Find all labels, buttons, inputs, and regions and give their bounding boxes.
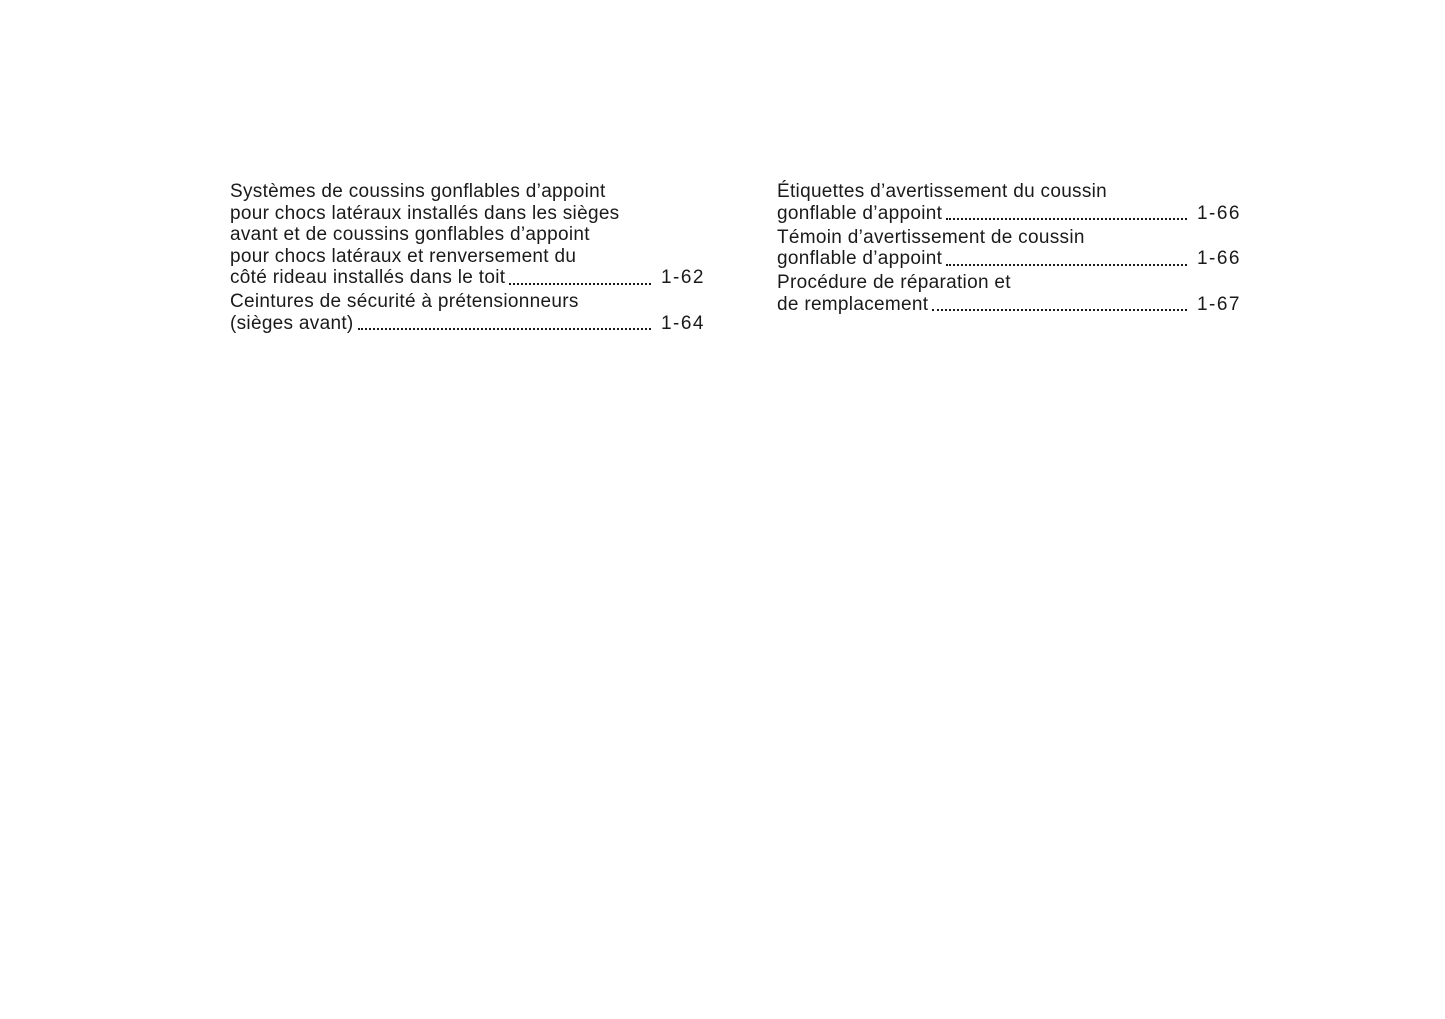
toc-entry-line — [230, 291, 705, 313]
toc-column-left — [230, 181, 705, 337]
toc-entry — [777, 227, 1241, 270]
dot-leader — [358, 328, 651, 330]
dot-leader — [946, 218, 1187, 220]
toc-entry-line — [230, 313, 705, 335]
page-number: 1-62 — [660, 267, 705, 288]
toc-entry-text: côté rideau installés dans le toit — [230, 267, 506, 288]
dot-leader — [509, 283, 651, 285]
page-number: 1-66 — [1196, 248, 1241, 269]
toc-entry-line — [777, 294, 1241, 316]
toc-entry-line — [777, 227, 1241, 249]
toc-entry-line — [777, 203, 1241, 225]
toc-entry-text: Ceintures de sécurité à prétensionneurs — [230, 291, 579, 312]
toc-entry-text: Témoin d’avertissement de coussin — [777, 226, 1085, 248]
toc-entry-text: pour chocs latéraux et renversement du — [230, 245, 577, 267]
dot-leader — [932, 309, 1187, 311]
toc-entry — [230, 291, 705, 334]
toc-entry-text: avant et de coussins gonflables d’appoint — [230, 224, 590, 245]
toc-entry-text: Étiquettes d’avertissement du coussin — [777, 181, 1108, 202]
toc-entry-text: de remplacement — [777, 293, 929, 315]
toc-entry-text: Procédure de réparation et — [777, 272, 1011, 293]
toc-entry-text: gonflable d’appoint — [777, 248, 943, 269]
toc-entry-line — [230, 246, 705, 268]
toc-entry-line — [777, 181, 1241, 203]
toc-entry — [230, 181, 705, 289]
toc-entry-line — [230, 267, 705, 289]
toc-column-right — [777, 181, 1241, 337]
toc-entry — [777, 272, 1241, 315]
table-of-contents — [230, 181, 1241, 337]
page-number: 1-64 — [660, 312, 705, 334]
toc-entry-text: (sièges avant) — [230, 312, 354, 334]
page-number: 1-67 — [1196, 293, 1241, 315]
toc-entry-text: gonflable d’appoint — [777, 202, 943, 224]
toc-entry-line — [777, 248, 1241, 270]
toc-entry-line — [230, 203, 705, 225]
toc-entry-text: pour chocs latéraux installés dans les sièges — [230, 202, 620, 224]
page-number: 1-66 — [1196, 202, 1241, 224]
dot-leader — [946, 264, 1187, 266]
toc-entry-line — [777, 272, 1241, 294]
toc-entry-line — [230, 181, 705, 203]
toc-entry-line — [230, 224, 705, 246]
toc-entry — [777, 181, 1241, 224]
toc-entry-text: Systèmes de coussins gonflables d’appoint — [230, 181, 606, 202]
